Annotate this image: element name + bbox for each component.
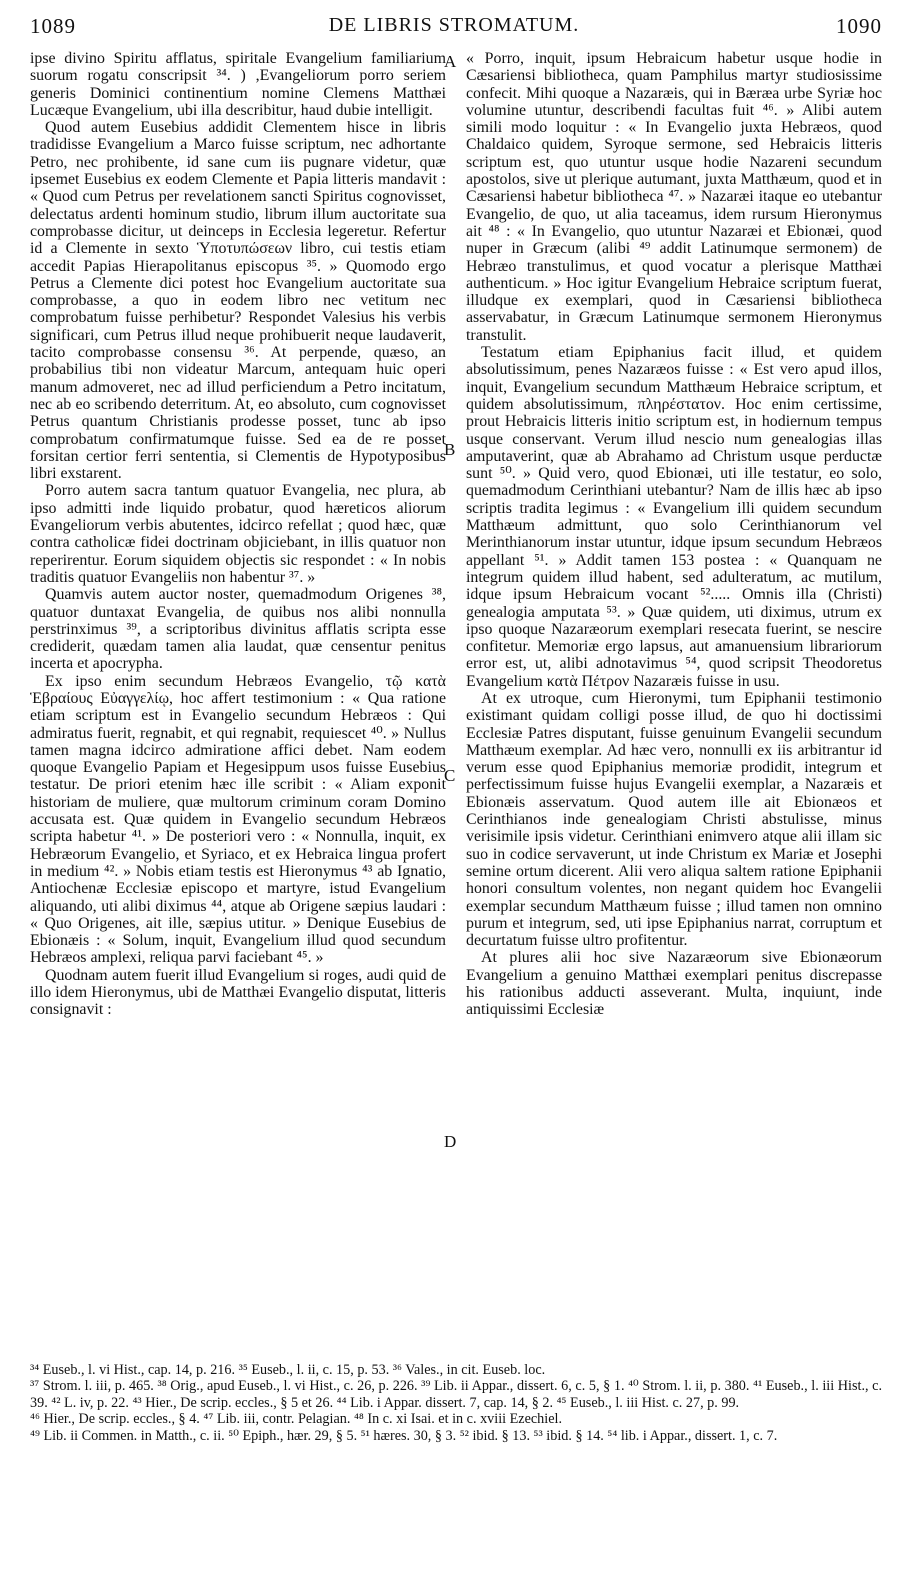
paragraph: Testatum etiam Epiphanius facit illud, et quidem absolutissimum, penes Nazaræos fuisse : « Est vero apud illos, inquit, Evangelium secundum Matthæum Hebraice scriptum, et quidem absolutissimum, πληρέστατον. Hoc enim certissime, prout Hebraicis litteris initio scriptum est, in hodiernum tempus usque conservant. Verum illud nescio num genealogias illas amputaverint, quæ ab Abrahamo ad Christum usque perductæ sunt ⁵⁰. » Quid vero, quod Ebionæi, uti ille testatur, eo solo, quemadmodum Cerinthiani utebantur? Nam de illis hæc ab ipso scriptis tradita legimus : « Evangelium illi quidem secundum Matthæum admittunt, quo solo Cerinthianorum vel Merinthianorum instar utuntur, idque ipsum secundum Hebræos appellant ⁵¹. » Addit tamen 153 postea : « Quanquam ne integrum quidem illud habent, sed adulteratum, ac mutilum, idque ipsum Hebraicum vocant ⁵²..... Omnis illa (Christi) genealogia amputata ⁵³. » Quæ quidem, uti diximus, utrum ex ipso quoque Nazaræorum exemplari resecata fuerint, se nescire confitetur. Memoriæ ergo lapsus, aut amanuensium librariorum error est, ut, alibi adnotavimus ⁵⁴, quod scripsit Theodoretus Evangelium κατὰ Πέτρον Nazaræis fuisse in usu. [466,344,882,690]
right-column [466,50,882,1019]
paragraph: At plures alii hoc sive Nazaræorum sive Ebionæorum Evangelium a genuino Matthæi exemplari penitus discrepasse his rationibus adducti asseverant. Multa, inquiunt, inde antiquissimi Ecclesiæ [466,949,882,1019]
page-number-left: 1089 [30,14,76,38]
footnote-line: ³⁴ Euseb., l. vi Hist., cap. 14, p. 216. ³⁵ Euseb., l. ii, c. 15, p. 53. ³⁶ Vales., in cit. Euseb. loc. [30,1362,546,1378]
paragraph: Quod autem Eusebius addidit Clementem hisce in libris tradidisse Evangelium a Marco fuisse scriptum, nec adhortante Petro, nec prohibente, id sane cum iis pugnare videtur, quæ ipsemet Eusebius ex eodem Clemente et Papia litteris mandavit : « Quod cum Petrus per revelationem sancti Spiritus cognovisset, delectatus ardenti hominum studio, librum illum auctoritate sua comprobasse dicitur, ut deinceps in Ecclesia legeretur. Refertur id a Clemente in sexto Ὑποτυπώσεων libro, cui testis etiam accedit Papias Hierapolitanus episcopus ³⁵. » Quomodo ergo Petrus a Clemente dici potest hoc Evangelium auctoritate sua comprobasse, a quo in eodem libro nec vetitum nec comprobatum fuisse perhibetur? Respondet Valesius his verbis significari, cum Petrus illud neque prohibuerit neque laudaverit, tacito comprobasse consensu ³⁶. At perpende, quæso, an probabilius tibi non videatur Marcum, antequam huic operi manum admoveret, nec ad illud perficiendum a Petro incitatum, nec ab eo scribendo deterritum. At, eo absoluto, cum cognovisset Petrus quantum Christianis prodesse posset, tunc ab ipso comprobatum confirmatumque fuisse. Sed ea de re posset forsitan certior ferri sententia, si Clementis de Hypotyposibus libri exstarent. [30,119,446,483]
margin-marker-c: C [444,766,456,785]
footnote-line: ³⁷ Strom. l. iii, p. 465. ³⁸ Orig., apud Euseb., l. vi Hist., c. 26, p. 226. ³⁹ Lib. ii Appar., dissert. 6, c. 5, § 1. ⁴⁰ Strom. l. ii, p. 380. ⁴¹ Euseb., l. iii Hist., c. 39. ⁴² L. iv, p. 22. ⁴³ Hier., De scrip. eccles., § 5 et 26. ⁴⁴ Lib. i Appar. dissert. 7, cap. 14, § 2. ⁴⁵ Euseb., l. iii Hist. c. 27, p. 99. [30,1378,882,1411]
footnote-line: ⁴⁶ Hier., De scrip. eccles., § 4. ⁴⁷ Lib. iii, contr. Pelagian. ⁴⁸ In c. xi Isai. et in c. xviii Ezechiel. [30,1411,563,1428]
paragraph: Quodnam autem fuerit illud Evangelium si roges, audi quid de illo idem Hieronymus, ubi de Matthæi Evangelio disputat, litteris consignavit : [30,966,446,1019]
margin-marker-a: A [444,52,457,71]
margin-marker-b: B [444,440,456,459]
paragraph: « Porro, inquit, ipsum Hebraicum habetur usque hodie in Cæsariensi bibliotheca, quam Pamphilus martyr studiosissime confecit. Mihi quoque a Nazaræis, qui in Bæræa urbe Syriæ hoc volumine utuntur, describendi facultas fuit ⁴⁶. » Alibi autem simili modo loquitur : « In Evangelio juxta Hebræos, quod Chaldaico quidem, Syroque sermone, sed Hebraicis litteris scriptum est, quo utuntur usque hodie Nazareni secundum apostolos, sive ut plerique autumant, juxta Matthæum, quod et in Cæsariensi habetur bibliotheca ⁴⁷. » Nazaræi itaque eo utebantur Evangelio, de quo, ut alia taceamus, idem rursum Hieronymus ait ⁴⁸ : « In Evangelio, quo utuntur Nazaræi et Ebionæi, quod nuper in Græcum (alibi ⁴⁹ addit Latinumque sermonem) de Hebræo transtulimus, et quod vocatur a plerisque Matthæi authenticum. » Hoc igitur Evangelium Hebraice scriptum fuerat, illudque ex exemplari, quod in Cæsariensi bibliotheca asservabatur, in Græcum Latinumque sermonem Hieronymus transtulit. [466,50,882,344]
paragraph: Quamvis autem auctor noster, quemadmodum Origenes ³⁸, quatuor duntaxat Evangelia, de quibus nos alibi nonnulla perstrinximus ³⁹, a scriptoribus divinitus afflatis scripta esse crediderit, quædam tamen alia laudat, quæ censentur penitus incerta et apocrypha. [30,586,446,673]
page-number-right: 1090 [836,14,882,38]
margin-marker-d: D [444,1132,457,1151]
running-title: DE LIBRIS STROMATUM. [328,14,580,36]
footnote-line: ⁴⁹ Lib. ii Commen. in Matth., c. ii. ⁵⁰ Epiph., hær. 29, § 5. ⁵¹ hæres. 30, § 3. ⁵² ibid. § 13. ⁵³ ibid. § 14. ⁵⁴ lib. i Appar., dissert. 1, c. 7. [30,1427,778,1444]
paragraph: ipse divino Spiritu afflatus, spiritale Evangelium familiarium suorum rogatu conscripsit ³⁴. ) ,Evangeliorum porro seriem generis Dominici continentium nomine Clemens Matthæi Lucæque Evangelium, ubi illa describitur, haud dubie intelligit. [30,50,446,119]
footnotes [30,1362,882,1444]
left-column [30,50,446,1019]
paragraph: At ex utroque, cum Hieronymi, tum Epiphanii testimonio existimant quidam colligi posse illud, de quo hi doctissimi Ecclesiæ Patres disputant, fuisse genuinum Evangelii secundum Matthæum exemplar. Ad hæc vero, nonnulli ex iis arbitrantur id verum esse quod Epiphanius memoriæ prodidit, integrum et perfectissimum fuisse hujus Evangelii exemplar, a Nazaræis et Ebionæis asservatum. Quod autem ille ait Ebionæos et Cerinthianos inde genealogiam Christi abstulisse, minus verisimile ipsis videtur. Cerinthiani enimvero atque alii illam sic suo in codice servaverunt, ut inde Christum ex Mariæ et Josephi semine ortum dicerent. Alii vero aliqua saltem ratione Epiphanii honori consultum volentes, non negant quidem hoc Evangelii exemplar secundum Matthæum fuisse ; illud tamen non omnino purum et integrum, sed, uti ipse Epiphanius narrat, corruptum et decurtatum fuisse ultro profitentur. [466,689,882,950]
paragraph: Porro autem sacra tantum quatuor Evangelia, nec plura, ab ipso admitti inde liquido probatur, quod hæreticos aliorum Evangeliorum verbis abutentes, idcirco refellat ; quod hæc, quæ contra catholicæ fidei doctrinam objiciebant, in illis quatuor non reperirentur. Eorum siquidem objectis sic respondet : « In nobis traditis quatuor Evangeliis non habentur ³⁷. » [30,482,446,586]
paragraph: Ex ipso enim secundum Hebræos Evangelio, τῷ κατὰ Ἑβραίους Εὐαγγελίῳ, hoc affert testimonium : « Qua ratione etiam scriptum est in Evangelio secundum Hebræos : Qui admiratus fuerit, regnabit, et qui regnabit, requiescet ⁴⁰. » Nullus tamen magna idcirco admiratione affici debet. Nam eodem quoque Evangelio Papiam et Hegesippum usos fuisse Eusebius testatur. De priori etenim hæc ille scribit : « Aliam exponit historiam de muliere, quæ multorum criminum coram Domino accusata est. Quæ quidem in Evangelio secundum Hebræos scripta habetur ⁴¹. » De posteriori vero : « Nonnulla, inquit, ex Hebræorum Evangelio, et Syriaco, et ex Hebraica lingua profert in medium ⁴². » Nobis etiam testis est Hieronymus ⁴³ ab Ignatio, Antiochenæ Ecclesiæ episcopo et martyre, istud Evangelium aliquando, uti alibi diximus ⁴⁴, atque ab Origene sæpius laudari : « Quo Origenes, ait ille, sæpius utitur. » Denique Eusebius de Ebionæis : « Solum, inquit, Evangelium illud quod secundum Hebræos amplexi, reliqua parvi faciebant ⁴⁵. » [30,672,446,967]
